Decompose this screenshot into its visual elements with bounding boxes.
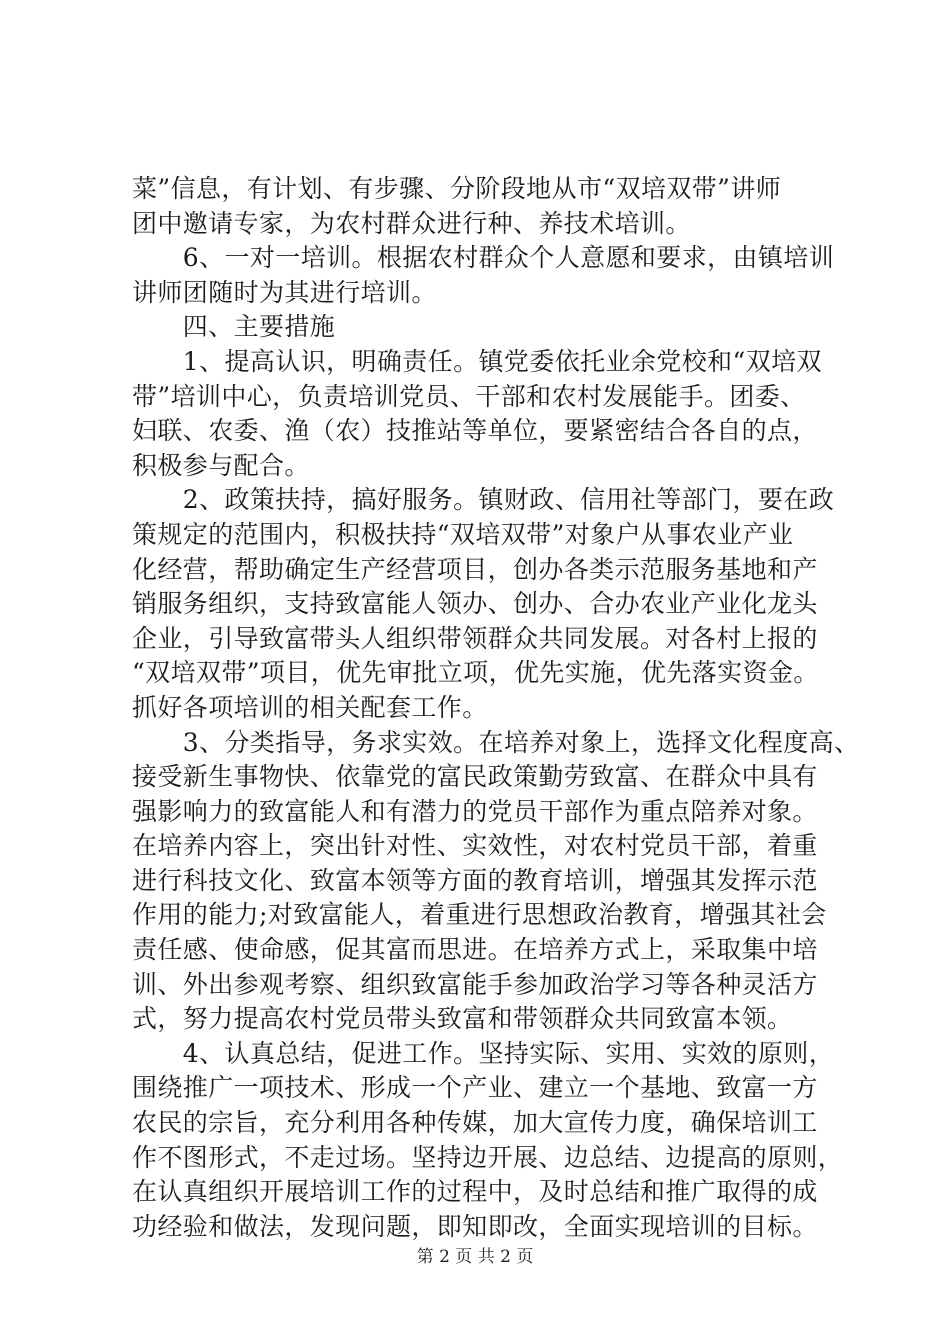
text-line: 2、政策扶持，搞好服务。镇财政、信用社等部门，要在政 — [132, 485, 835, 515]
text-line: 作用的能力;对致富能人，着重进行思想政治教育，增强其社会 — [132, 900, 827, 930]
text-line: 3、分类指导，务求实效。在培养对象上，选择文化程度高、 — [132, 727, 860, 757]
text-line: 在认真组织开展培训工作的过程中，及时总结和推广取得的成 — [132, 1177, 818, 1207]
text-line: 进行科技文化、致富本领等方面的教育培训，增强其发挥示范 — [132, 865, 818, 895]
text-line: 接受新生事物快、依靠党的富民政策勤劳致富、在群众中具有 — [132, 762, 818, 792]
text-line: 化经营，帮助确定生产经营项目，创办各类示范服务基地和产 — [132, 554, 818, 584]
text-line: 带”培训中心，负责培训党员、干部和农村发展能手。团委、 — [132, 381, 806, 411]
text-line: 强影响力的致富能人和有潜力的党员干部作为重点陪养对象。 — [132, 796, 818, 826]
text-line: 企业，引导致富带头人组织带领群众共同发展。对各村上报的 — [132, 623, 818, 653]
text-line: 团中邀请专家，为农村群众进行种、养技术培训。 — [132, 208, 691, 238]
text-line: 1、提高认识，明确责任。镇党委依托业余党校和“双培双 — [132, 346, 822, 376]
text-line: 功经验和做法，发现问题，即知即改，全面实现培训的目标。 — [132, 1211, 818, 1241]
text-line: 式，努力提高农村党员带头致富和带领群众共同致富本领。 — [132, 1004, 793, 1034]
text-line: 抓好各项培训的相关配套工作。 — [132, 692, 488, 722]
document-body — [132, 172, 860, 1244]
text-line: 讲师团随时为其进行培训。 — [132, 277, 437, 307]
text-line: 4、认真总结，促进工作。坚持实际、实用、实效的原则， — [132, 1038, 835, 1068]
text-line: 在培养内容上，突出针对性、实效性，对农村党员干部，着重 — [132, 831, 818, 861]
text-line: 销服务组织，支持致富能人领办、创办、合办农业产业化龙头 — [132, 589, 818, 619]
text-line: 作不图形式，不走过场。坚持边开展、边总结、边提高的原则， — [132, 1142, 844, 1172]
text-line: 6、一对一培训。根据农村群众个人意愿和要求，由镇培训 — [132, 243, 835, 273]
text-line: 积极参与配合。 — [132, 450, 310, 480]
text-line: 农民的宗旨，充分利用各种传媒，加大宣传力度，确保培训工 — [132, 1108, 818, 1138]
text-line: 妇联、农委、渔（农）技推站等单位，要紧密结合各自的点， — [132, 416, 818, 446]
page-number-footer: 第 2 页 共 2 页 — [416, 1247, 534, 1267]
text-line: 围绕推广一项技术、形成一个产业、建立一个基地、致富一方 — [132, 1073, 818, 1103]
section-heading: 四、主要措施 — [132, 312, 336, 342]
text-line: 策规定的范围内，积极扶持“双培双带”对象户从事农业产业 — [132, 519, 794, 549]
text-line: 菜”信息，有计划、有步骤、分阶段地从市“双培双带”讲师 — [132, 174, 782, 203]
text-line: 责任感、使命感，促其富而思进。在培养方式上，采取集中培 — [132, 935, 818, 965]
text-line: 训、外出参观考察、组织致富能手参加政治学习等各种灵活方 — [132, 969, 818, 999]
text-line: “双培双带”项目，优先审批立项，优先实施，优先落实资金。 — [132, 658, 819, 688]
